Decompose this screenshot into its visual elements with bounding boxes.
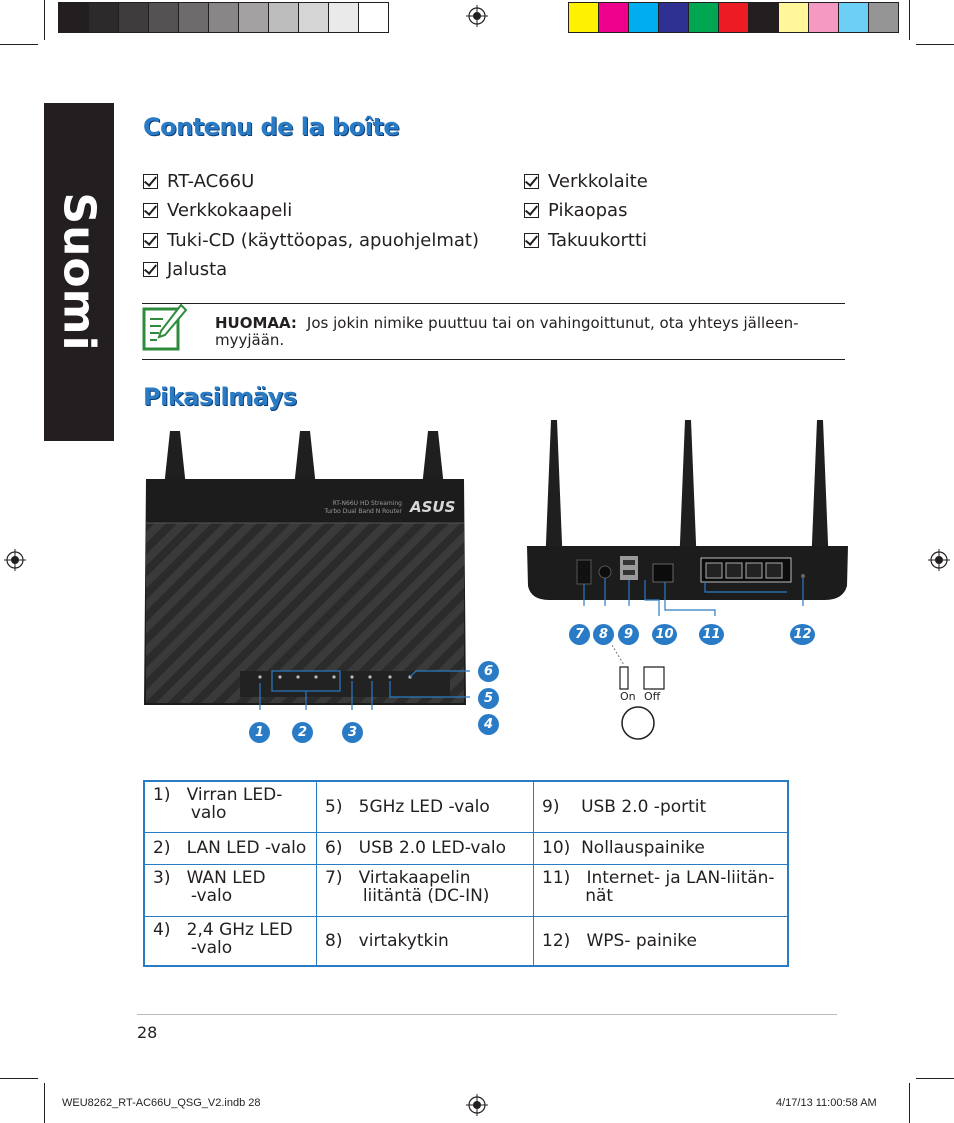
color-swatch [209,3,239,32]
crop-mark [0,1078,38,1079]
checkbox-icon [143,203,158,218]
color-swatch [569,3,599,32]
color-swatch [629,3,659,32]
table-cell: 6) USB 2.0 LED-valo [317,832,534,864]
checklist-item: RT-AC66U [143,171,254,192]
table-row [144,781,788,832]
checkbox-icon [143,233,158,248]
crop-mark [44,1083,45,1123]
crop-mark [916,44,954,45]
callout-7: 7 [569,624,590,645]
asus-logo: ASUS [410,498,456,516]
color-swatch [869,3,898,32]
callout-4: 4 [478,714,499,735]
checkbox-icon [524,203,539,218]
color-swatch [779,3,809,32]
checkbox-icon [524,233,539,248]
note-pencil-icon [141,303,187,353]
color-swatch [659,3,689,32]
router-model-line1: RT-N66U HD Streaming [332,500,402,507]
overview-heading: Pikasilmäys [143,383,297,411]
grayscale-color-bar [58,2,389,33]
callout-9: 9 [618,624,639,645]
registration-mark-icon [4,549,26,571]
table-cell: 4) 2,4 GHz LED -valo [144,916,317,966]
registration-mark-icon [928,549,950,571]
router-front-illustration [140,425,470,710]
note-bottom-rule [142,359,845,360]
table-cell: 11) Internet- ja LAN-liitän- nät [534,864,789,916]
table-cell: 1) Virran LED- valo [144,781,317,832]
note-top-rule [142,303,845,304]
checklist-item: Verkkolaite [524,171,648,192]
color-swatch [809,3,839,32]
checkbox-icon [143,174,158,189]
table-cell: 12) WPS- painike [534,916,789,966]
footer-rule [137,1014,837,1015]
table-cell: 3) WAN LED -valo [144,864,317,916]
color-swatch [839,3,869,32]
table-cell: 5) 5GHz LED -valo [317,781,534,832]
color-swatch [269,3,299,32]
table-row [144,916,788,966]
callout-12: 12 [790,624,815,645]
callout-2: 2 [292,722,313,743]
color-swatch [59,3,89,32]
checklist-item: Takuukortti [524,230,647,251]
checklist-item: Tuki-CD (käyttöopas, apuohjelmat) [143,230,479,251]
table-row [144,864,788,916]
color-swatch [599,3,629,32]
table-cell: 10) Nollauspainike [534,832,789,864]
callout-5: 5 [478,688,499,709]
slug-right: 4/17/13 11:00:58 AM [776,1097,877,1109]
slug-left: WEU8262_RT-AC66U_QSG_V2.indb 28 [62,1097,261,1109]
language-side-tab [44,103,114,441]
checklist-item: Pikaopas [524,200,627,221]
table-cell: 9) USB 2.0 -portit [534,781,789,832]
callout-3: 3 [342,722,363,743]
color-swatch [359,3,388,32]
color-swatch [179,3,209,32]
crop-mark [44,0,45,40]
color-swatch [149,3,179,32]
table-cell: 2) LAN LED -valo [144,832,317,864]
callout-11: 11 [699,624,724,645]
parts-table [143,780,789,967]
color-swatch [749,3,779,32]
table-cell: 8) virtakytkin [317,916,534,966]
callout-8: 8 [593,624,614,645]
callout-10: 10 [652,624,677,645]
switch-off-label: Off [644,690,661,703]
contents-heading: Contenu de la boîte [143,113,400,141]
color-swatch [119,3,149,32]
checkbox-icon [524,174,539,189]
checklist-item: Jalusta [143,259,227,280]
crop-mark [909,0,910,40]
registration-mark-icon [466,1094,488,1116]
switch-on-label: On [620,690,636,703]
router-back-illustration [525,420,850,620]
registration-mark-icon [466,5,488,27]
note-text: HUOMAA: Jos jokin nimike puuttuu tai on vahingoittunut, ota yhteys jälleen-myyjään. [215,314,799,349]
color-swatch [89,3,119,32]
crop-mark [0,44,38,45]
page-number: 28 [137,1023,158,1042]
process-color-bar [568,2,899,33]
router-model-line2: Turbo Dual Band N Router [324,508,402,515]
table-row [144,832,788,864]
table-cell: 7) Virtakaapelin liitäntä (DC-IN) [317,864,534,916]
checklist-item: Verkkokaapeli [143,200,292,221]
language-label: Suomi [53,192,105,352]
crop-mark [916,1078,954,1079]
color-swatch [299,3,329,32]
checkbox-icon [143,262,158,277]
color-swatch [329,3,359,32]
callout-6: 6 [478,661,499,682]
crop-mark [909,1083,910,1123]
color-swatch [719,3,749,32]
color-swatch [239,3,269,32]
color-swatch [689,3,719,32]
callout-1: 1 [249,722,270,743]
